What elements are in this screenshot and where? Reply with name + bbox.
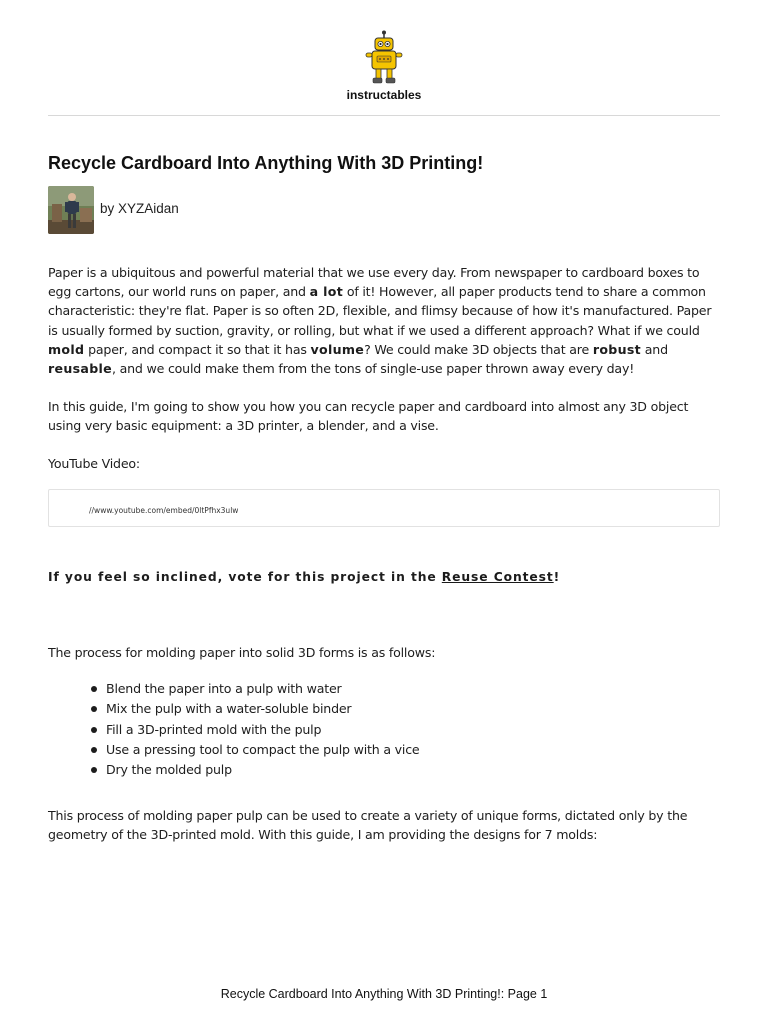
- author-row: [48, 186, 179, 234]
- site-header: [0, 30, 768, 102]
- author-byline[interactable]: by XYZAidan: [100, 200, 179, 216]
- process-steps-list: [48, 679, 724, 780]
- closing-paragraph: This process of molding paper pulp can be used to create a variety of unique forms, dictated only by the geometry of the 3D-printed mold. With this guide, I am providing the designs for 7 molds:: [48, 808, 688, 843]
- list-item: [106, 760, 724, 780]
- list-item: [106, 720, 724, 740]
- video-embed[interactable]: [48, 489, 720, 527]
- intro-text-4: ? We could make 3D objects that are: [364, 341, 593, 357]
- page-footer: Recycle Cardboard Into Anything With 3D Printing!: Page 1: [220, 987, 548, 1001]
- bullet-icon: [91, 747, 97, 753]
- intro-text-2: of it! However, all paper products tend to share a common characteristic: they're flat. Paper is so often 2D, flexible, and flimsy because of how it's manufactured. Paper is usually formed by suction, gravity, or rolling, but what if we used a different approach? What if we could: [48, 284, 712, 338]
- intro-bold-2: mold: [48, 341, 85, 357]
- bullet-icon: [91, 706, 97, 712]
- video-embed-url[interactable]: //www.youtube.com/embed/0ltPfhx3ulw: [89, 505, 239, 515]
- page-title: Recycle Cardboard Into Anything With 3D Printing!: [48, 153, 484, 173]
- step-text: Fill a 3D-printed mold with the pulp: [106, 721, 322, 737]
- brand-name[interactable]: instructables: [346, 88, 422, 102]
- vote-end: !: [553, 569, 561, 584]
- bullet-icon: [91, 727, 97, 733]
- intro-text-5: and: [640, 341, 668, 357]
- guide-paragraph: In this guide, I'm going to show you how you can recycle paper and cardboard into almost any 3D object using very basic equipment: a 3D printer, a blender, and a vise.: [48, 399, 689, 434]
- instructables-robot-logo-icon[interactable]: [361, 30, 407, 86]
- intro-paragraph: [48, 263, 724, 378]
- reuse-contest-link[interactable]: Reuse Contest: [441, 569, 554, 584]
- intro-bold-3: volume: [310, 341, 365, 357]
- intro-text-3: paper, and compact it so that it has: [84, 341, 311, 357]
- intro-bold-1: a lot: [309, 284, 344, 300]
- vote-callout: [48, 568, 724, 587]
- avatar[interactable]: [48, 186, 94, 234]
- intro-bold-5: reusable: [48, 361, 112, 377]
- header-divider: [48, 115, 720, 116]
- process-intro: The process for molding paper into solid 3D forms is as follows:: [48, 645, 436, 661]
- step-text: Blend the paper into a pulp with water: [106, 681, 342, 697]
- list-item: [106, 679, 724, 699]
- intro-bold-4: robust: [592, 341, 641, 357]
- article-body: [48, 263, 724, 845]
- list-item: [106, 740, 724, 760]
- bullet-icon: [91, 686, 97, 692]
- list-item: [106, 699, 724, 719]
- video-label: YouTube Video:: [48, 455, 140, 471]
- bullet-icon: [91, 767, 97, 773]
- step-text: Use a pressing tool to compact the pulp with a vice: [106, 741, 420, 757]
- vote-text: If you feel so inclined, vote for this project in the: [48, 569, 442, 584]
- step-text: Dry the molded pulp: [106, 762, 232, 778]
- step-text: Mix the pulp with a water-soluble binder: [106, 701, 352, 717]
- intro-text-6: , and we could make them from the tons of single-use paper thrown away every day!: [112, 361, 635, 377]
- intro-text-1: Paper is a ubiquitous and powerful material that we use every day. From newspaper to cardboard boxes to egg cartons, our world runs on paper, and: [48, 265, 700, 300]
